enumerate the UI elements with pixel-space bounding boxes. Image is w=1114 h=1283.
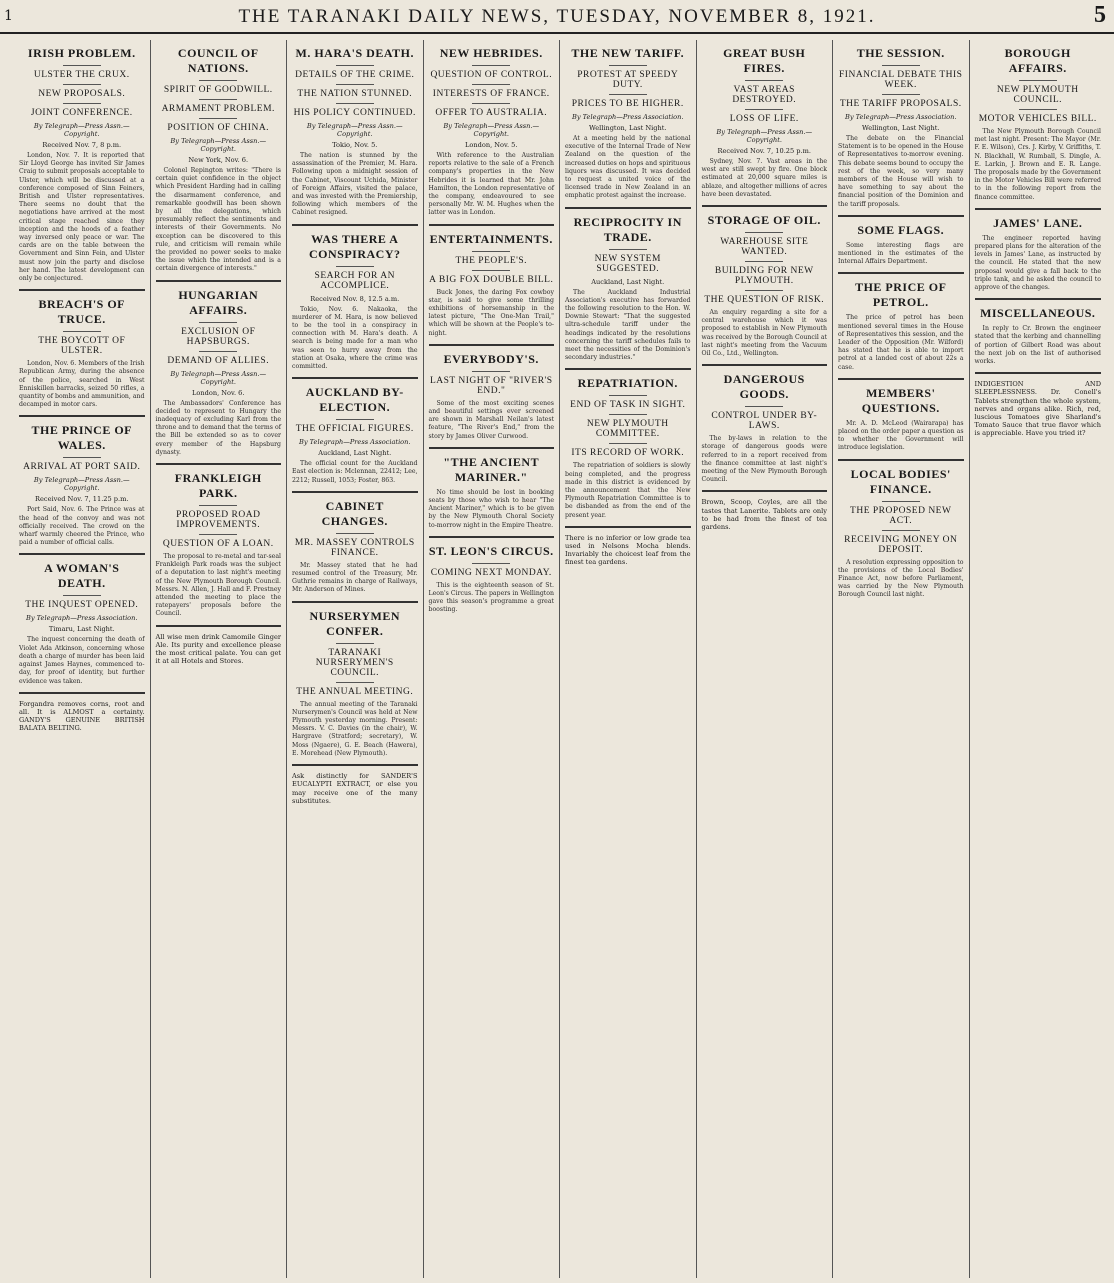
article-subheadline: THE BOYCOTT OF ULSTER. bbox=[38, 336, 126, 357]
article-dateline: Received Nov. 8, 12.5 a.m. bbox=[310, 294, 400, 303]
article-subheadline: CONTROL UNDER BY-LAWS. bbox=[711, 411, 818, 432]
article-subheadline: LOSS OF LIFE. bbox=[729, 114, 799, 124]
article-headline: THE PRINCE OF WALES. bbox=[31, 423, 132, 453]
headline-rule bbox=[882, 94, 920, 95]
article-headline: THE PRICE OF PETROL. bbox=[855, 280, 947, 310]
headline-rule bbox=[745, 290, 783, 291]
article-subheadline: MOTOR VEHICLES BILL. bbox=[978, 114, 1097, 124]
article-dateline: Wellington, Last Night. bbox=[861, 124, 940, 132]
headline-rule bbox=[63, 457, 101, 458]
article-divider bbox=[429, 447, 555, 449]
article-body: The engineer reported having prepared plans for the alteration of the levels in James' Lane, as instructed by the council. He stated that the new proposal would give a fall back to the triple tank, and he asked the council to approve of the changes. bbox=[974, 234, 1101, 292]
article-body: The Auckland Industrial Association's executive has forwarded the following resolution to the Hon. W. Downie Stewart: "That the suggested ultra-schedule tariff under the headings indicated by the resolutions concerning the tariff schedules fails to meet the necessities of the Dominion's secondary industries." bbox=[565, 288, 691, 362]
article-subheadline: OFFER TO AUSTRALIA. bbox=[435, 108, 548, 118]
article-subheadline: THE OFFICIAL FIGURES. bbox=[295, 424, 414, 435]
column-6 bbox=[697, 40, 834, 1278]
headline-rule bbox=[472, 65, 510, 66]
headline-rule bbox=[336, 266, 374, 267]
article-subheadline: NEW SYSTEM SUGGESTED. bbox=[594, 253, 661, 274]
article-subheadline: LAST NIGHT OF "RIVER'S END." bbox=[429, 375, 553, 396]
headline-rule bbox=[472, 251, 510, 252]
article-headline: "THE ANCIENT MARINER." bbox=[443, 454, 540, 484]
article-divider bbox=[838, 272, 964, 274]
article-divider bbox=[429, 344, 555, 346]
column-3 bbox=[287, 40, 424, 1278]
article-subheadline: DETAILS OF THE CRIME. bbox=[295, 70, 415, 80]
article-body: In reply to Cr. Brown the engineer stated that the kerbing and channelling of portion of Gilbert Road was about the next job on the list of authorised works. bbox=[974, 325, 1101, 366]
article-subheadline: EXCLUSION OF HAPSBURGS. bbox=[181, 326, 256, 347]
article-byline: By Telegraph—Press Assn.—Copyright. bbox=[443, 122, 540, 138]
article-headline: MEMBERS' QUESTIONS. bbox=[861, 385, 940, 415]
article-subheadline: POSITION OF CHINA. bbox=[167, 123, 270, 133]
headline-rule bbox=[609, 65, 647, 66]
headline-rule bbox=[1019, 109, 1057, 110]
article-body: The annual meeting of the Taranaki Nurserymen's Council was held at New Plymouth yesterday morning. Present: Messrs. V. C. Davies (in the chair), W. Hargrave (Stratford; secretary), W. Moss (Ngaere), G. E. Beach (Hawera), E. Morehead (New Plymouth). bbox=[292, 700, 418, 757]
article-subheadline: TARANAKI NURSERYMEN'S COUNCIL. bbox=[315, 647, 394, 678]
article-dateline: Auckland, Last Night. bbox=[318, 449, 392, 458]
article-subheadline: MR. MASSEY CONTROLS FINANCE. bbox=[294, 537, 415, 558]
advertisement-text: All wise men drink Camomile Ginger Ale. Its purity and excellence please the most critical palate. You can get it at all Hotels and Stores. bbox=[155, 632, 281, 666]
headline-rule bbox=[199, 351, 237, 352]
article-body: London, Nov. 6. Members of the Irish Republican Army, during the absence of the police, searched in West Enniskillen barracks, seized 50 rifles, a quantity of bombs and ammunition, and decamped in motor cars. bbox=[19, 360, 145, 409]
article-headline: SOME FLAGS. bbox=[857, 222, 945, 237]
article-headline: M. HARA'S DEATH. bbox=[295, 46, 414, 60]
article-dateline: Tokio, Nov. 5. bbox=[332, 141, 378, 149]
article-subheadline: THE TARIFF PROPOSALS. bbox=[839, 99, 962, 109]
headline-rule bbox=[1019, 80, 1057, 81]
article-body: Colonel Repington writes: "There is certain quiet confidence in the object which President Harding had in calling the disarmament conference, and remarkable goodwill has been shown by all the delegations, which presumably reflect the sentiments and interests of their Governments. No exception can be discovered to this rule, and criticism will remain while the provided no power seeks to make the issue which the intended and is a certain divergence of interests." bbox=[155, 167, 281, 273]
article-body: The inquest concerning the death of Violet Ada Atkinson, concerning whose death a charge of murder has been laid against James Haynes, commenced to-day, for proof of identity, but further evidence was taken. bbox=[19, 636, 145, 685]
article-divider bbox=[292, 224, 418, 226]
article-body: Some of the most exciting scenes and beautiful settings ever screened are shown in Marshall Neilan's latest feature, "The River's End," from the story by James Oliver Curwood. bbox=[428, 399, 554, 440]
article-body: Some interesting flags are mentioned in the estimates of the Internal Affairs Department. bbox=[838, 241, 964, 266]
column-1 bbox=[14, 40, 151, 1278]
article-subheadline: HIS POLICY CONTINUED. bbox=[293, 108, 416, 118]
article-subheadline: JOINT CONFERENCE. bbox=[30, 108, 133, 118]
article-subheadline: THE ANNUAL MEETING. bbox=[296, 686, 414, 697]
masthead-left-mark: 1 bbox=[4, 8, 13, 24]
article-body: At a meeting held by the national executive of the Internal Trade of New Zealand on the question of the increased duties on hops and spirituous liquors was discussed. It was decided to request a united voice of the licensed trade in New Zealand in an emphatic protest against the increase. bbox=[565, 135, 691, 200]
article-headline: WAS THERE A CONSPIRACY? bbox=[308, 231, 401, 261]
article-body: An enquiry regarding a site for a central warehouse which it was proposed to establish in New Plymouth was received by the Borough Council at last night's meeting from the Vacuum Oil Co., Ltd., Wellington. bbox=[701, 309, 827, 358]
article-body: The repatriation of soldiers is slowly being completed, and the progress made in this district is evidenced by the announcement that the New Plymouth Repatriation Committee is to be disbanded as from the end of the present year. bbox=[565, 462, 691, 519]
headline-rule bbox=[336, 643, 374, 644]
article-subheadline: ULSTER THE CRUX. bbox=[33, 70, 130, 80]
article-body: No time should be lost in booking seats by those who wish to hear "The Ancient Mariner," which is to be given by the New Plymouth Choral Society to-morrow night in the Empire Theatre. bbox=[428, 488, 554, 529]
article-divider bbox=[702, 205, 828, 207]
headline-rule bbox=[199, 534, 237, 535]
headline-rule bbox=[63, 103, 101, 104]
article-headline: ENTERTAINMENTS. bbox=[429, 231, 553, 246]
article-divider bbox=[565, 368, 691, 370]
article-dateline: London, Nov. 5. bbox=[465, 141, 518, 149]
article-headline: REPATRIATION. bbox=[577, 376, 678, 391]
article-dateline: New York, Nov. 6. bbox=[188, 156, 249, 164]
article-subheadline: BUILDING FOR NEW PLYMOUTH. bbox=[714, 266, 814, 287]
headline-rule bbox=[745, 406, 783, 407]
article-divider bbox=[19, 692, 145, 694]
article-body: The price of petrol has been mentioned several times in the House of Representatives this session, and the Leader of the Opposition (Mr. Wilford) has stated that he is able to import petrol at a landed cost of about 22s a case. bbox=[838, 314, 964, 371]
advertisement-text: Ask distinctly for SANDER'S EUCALYPTI EXTRACT, or else you may receive one of the many substitutes. bbox=[292, 772, 418, 805]
headline-rule bbox=[336, 533, 374, 534]
article-body: The proposal to re-metal and tar-seal Frankleigh Park roads was the subject of a deputation to last night's meeting of the New Plymouth Borough Council. Messrs. N. Allen, J. Hall and F. Prestney attended the meeting to place the ratepayers' proposals before the Council. bbox=[155, 553, 281, 618]
article-subheadline: DEMAND OF ALLIES. bbox=[167, 355, 270, 366]
headline-rule bbox=[745, 80, 783, 81]
article-headline: STORAGE OF OIL. bbox=[707, 213, 821, 228]
article-dateline: Received Nov. 7, 11.25 p.m. bbox=[35, 495, 129, 504]
article-divider bbox=[19, 553, 145, 555]
article-body: Sydney, Nov. 7. Vast areas in the west are still swept by fire. One block estimated at 20,000 square miles is ablaze, and altogether millions of acres have been devastated. bbox=[701, 158, 827, 198]
article-headline: ST. LEON'S CIRCUS. bbox=[428, 543, 554, 558]
article-body: Mr. Massey stated that he had resumed control of the Treasury, Mr. Guthrie remains in charge of Railways, Mr. Anderson of Mines. bbox=[292, 561, 418, 594]
headline-rule bbox=[472, 84, 510, 85]
masthead bbox=[0, 0, 1114, 34]
article-subheadline: FINANCIAL DEBATE THIS WEEK. bbox=[839, 70, 963, 90]
article-headline: THE SESSION. bbox=[856, 46, 945, 60]
article-subheadline: A BIG FOX DOUBLE BILL. bbox=[429, 274, 554, 285]
article-headline: THE NEW TARIFF. bbox=[571, 46, 685, 60]
article-body: The nation is stunned by the assassination of the Premier, M. Hara. Following upon a midnight session of the Cabinet, Viscount Uchida, Minister of Foreign Affairs, visited the palace, and was invested with the Premiership, following which members of the Cabinet resigned. bbox=[292, 152, 418, 217]
article-headline: NEW HEBRIDES. bbox=[439, 46, 543, 60]
headline-rule bbox=[609, 249, 647, 250]
article-byline: By Telegraph—Press Association. bbox=[845, 113, 957, 121]
article-subheadline: RECEIVING MONEY ON DEPOSIT. bbox=[844, 534, 958, 555]
article-subheadline: PROTEST AT SPEEDY DUTY. bbox=[577, 70, 679, 90]
article-subheadline: NEW PLYMOUTH COMMITTEE. bbox=[586, 419, 669, 440]
article-headline: CABINET CHANGES. bbox=[321, 498, 388, 528]
headline-rule bbox=[745, 261, 783, 262]
article-body: London, Nov. 7. It is reported that Sir Lloyd George has invited Sir James Craig to submit proposals acceptable to Ulster, which will be discussed at a conference composed of Sinn Feiners, British and Ulster representatives. There seems no doubt that the negotiations have arrived at the most critical stage reached since they inception and the hoods of a feather way inversed only peace or war. The cards are on the table between the Government and Sinn Fein, and Ulster must now join the party and disclose her hand. The latest development can only be conjectured. bbox=[19, 152, 145, 283]
column-8 bbox=[970, 40, 1107, 1278]
headline-rule bbox=[336, 419, 374, 420]
article-subheadline: COMING NEXT MONDAY. bbox=[430, 567, 552, 578]
column-2 bbox=[151, 40, 288, 1278]
article-subheadline: VAST AREAS DESTROYED. bbox=[732, 85, 797, 105]
article-divider bbox=[292, 764, 418, 766]
headline-rule bbox=[199, 322, 237, 323]
article-headline: HUNGARIAN AFFAIRS. bbox=[178, 287, 259, 317]
headline-rule bbox=[336, 65, 374, 66]
headline-rule bbox=[745, 109, 783, 110]
article-subheadline: THE INQUEST OPENED. bbox=[25, 600, 139, 611]
article-subheadline: THE PROPOSED NEW ACT. bbox=[850, 505, 952, 526]
article-headline: EVERYBODY'S. bbox=[443, 351, 539, 366]
article-divider bbox=[838, 215, 964, 217]
column-4 bbox=[424, 40, 561, 1278]
article-divider bbox=[156, 463, 282, 465]
article-subheadline: THE NATION STUNNED. bbox=[297, 89, 413, 99]
article-subheadline: SEARCH FOR AN ACCOMPLICE. bbox=[314, 270, 395, 291]
article-dateline: Wellington, Last Night. bbox=[588, 124, 667, 132]
article-subheadline: END OF TASK IN SIGHT. bbox=[570, 400, 686, 411]
article-headline: DANGEROUS GOODS. bbox=[723, 372, 805, 402]
headline-rule bbox=[199, 80, 237, 81]
article-headline: BOROUGH AFFAIRS. bbox=[1004, 46, 1071, 75]
article-byline: By Telegraph—Press Assn.—Copyright. bbox=[33, 476, 130, 493]
article-headline: NURSERYMEN CONFER. bbox=[309, 608, 401, 638]
article-dateline: Received Nov. 7, 10.25 p.m. bbox=[717, 147, 811, 155]
article-body: Tokio, Nov. 6. Nakaoka, the murderer of M. Hara, is now believed to be the tool in a conspiracy in connection with M. Hara's death. A search is being made for a man who was seen to hurry away from the station at Osaka, where the crime was committed. bbox=[292, 305, 418, 371]
article-divider bbox=[156, 280, 282, 282]
article-byline: By Telegraph—Press Association. bbox=[572, 113, 684, 121]
article-divider bbox=[838, 459, 964, 461]
article-byline: By Telegraph—Press Association. bbox=[299, 438, 411, 447]
article-divider bbox=[429, 224, 555, 226]
article-divider bbox=[429, 536, 555, 538]
article-divider bbox=[19, 289, 145, 291]
article-subheadline: ITS RECORD OF WORK. bbox=[571, 448, 685, 459]
article-divider bbox=[156, 625, 282, 627]
article-body: With reference to the Australian reports relative to the sale of a French company's properties in the New Hebrides it is learned that Mr. John Hamilton, the London representative of the company, endeavoured to see personally Mr. W. M. Hughes when the latter was in London. bbox=[428, 152, 554, 217]
article-byline: By Telegraph—Press Assn.—Copyright. bbox=[33, 122, 130, 138]
article-dateline: Received Nov. 7, 8 p.m. bbox=[42, 141, 122, 149]
article-headline: AUCKLAND BY-ELECTION. bbox=[305, 385, 404, 415]
headline-rule bbox=[472, 563, 510, 564]
article-headline: BREACH'S OF TRUCE. bbox=[38, 297, 125, 327]
article-dateline: Timaru, Last Night. bbox=[48, 625, 115, 634]
article-subheadline: PRICES TO BE HIGHER. bbox=[571, 99, 684, 109]
article-subheadline: QUESTION OF A LOAN. bbox=[162, 539, 274, 550]
headline-rule bbox=[882, 501, 920, 502]
article-body: Port Said, Nov. 6. The Prince was at the head of the convoy and was not officially received. The crowd on the wharf warmly cheered the Prince, who paid a number of official calls. bbox=[19, 506, 145, 547]
headline-rule bbox=[63, 65, 101, 66]
article-body: Mr. A. D. McLeod (Wairarapa) has placed on the order paper a question as to whether the Government will introduce legislation. bbox=[838, 419, 964, 452]
article-subheadline: PROPOSED ROAD IMPROVEMENTS. bbox=[176, 510, 261, 531]
article-divider bbox=[975, 372, 1102, 374]
article-divider bbox=[565, 207, 691, 209]
article-subheadline: NEW PLYMOUTH COUNCIL. bbox=[996, 85, 1079, 105]
column-7 bbox=[833, 40, 970, 1278]
article-divider bbox=[292, 601, 418, 603]
article-subheadline: ARRIVAL AT PORT SAID. bbox=[23, 462, 141, 473]
headline-rule bbox=[63, 595, 101, 596]
advertisement-text: INDIGESTION AND SLEEPLESSNESS. Dr. Conell's Tablets strengthen the whole system, nerves and organs alike. Rich, red, luscious Tomatoes give Sharland's Tomato Sauce that true flavor which is appreciable. Have you tried it? bbox=[974, 380, 1101, 438]
advertisement-text: There is no inferior or low grade tea used in Nelsons Mocha blends. Invariably the choicest leaf from the finest tea gardens. bbox=[565, 533, 691, 567]
advertisement-text: Brown, Scoop, Coyles, are all the tastes that Lanerite. Tablets are only to be had from the finest of tea gardens. bbox=[701, 498, 827, 532]
article-body: The official count for the Auckland East election is: Mclennan, 22412; Lee, 2212; Russell, 1053; Foster, 863. bbox=[292, 460, 418, 484]
article-headline: RECIPROCITY IN TRADE. bbox=[573, 214, 682, 244]
headline-rule bbox=[336, 84, 374, 85]
article-headline: LOCAL BODIES' FINANCE. bbox=[850, 466, 951, 496]
article-subheadline: INTERESTS OF FRANCE. bbox=[432, 89, 550, 99]
article-byline: By Telegraph—Press Assn.—Copyright. bbox=[170, 137, 267, 153]
headline-rule bbox=[609, 443, 647, 444]
article-headline: A WOMAN'S DEATH. bbox=[44, 561, 120, 591]
page-number: 5 bbox=[1094, 2, 1106, 28]
headline-rule bbox=[199, 99, 237, 100]
article-body: A resolution expressing opposition to the provisions of the Local Bodies' Finance Act, now before Parliament, was carried by the New Plymouth Borough Council last night. bbox=[838, 558, 964, 599]
article-subheadline: THE PEOPLE'S. bbox=[455, 255, 528, 266]
article-subheadline: SPIRIT OF GOODWILL. bbox=[163, 85, 273, 95]
article-divider bbox=[838, 378, 964, 380]
article-divider bbox=[975, 298, 1102, 300]
article-dateline: London, Nov. 6. bbox=[192, 388, 245, 397]
article-body: The Ambassadors' Conference has decided to represent to Hungary the inadequacy of excluding Karl from the throne and to demand that the terms of the Bill be extended so as to cover every member of the Hapsburg dynasty. bbox=[155, 399, 281, 456]
headline-rule bbox=[882, 530, 920, 531]
article-body: This is the eighteenth season of St. Leon's Circus. The papers in Wellington gave this season's programme a great boosting. bbox=[428, 581, 554, 614]
article-headline: FRANKLEIGH PARK. bbox=[174, 471, 262, 501]
article-divider bbox=[292, 491, 418, 493]
article-headline: GREAT BUSH FIRES. bbox=[723, 46, 806, 75]
article-divider bbox=[702, 364, 828, 366]
article-headline: IRISH PROBLEM. bbox=[27, 46, 136, 60]
advertisement-text: Forgandra removes corns, root and all. It is ALMOST a certainty. GANDY'S GENUINE BRITISH BALATA BELTING. bbox=[19, 699, 145, 733]
headline-rule bbox=[336, 682, 374, 683]
article-headline: JAMES' LANE. bbox=[993, 215, 1083, 230]
article-byline: By Telegraph—Press Assn.—Copyright. bbox=[306, 122, 403, 138]
article-body: Buck Jones, the daring Fox cowboy star, is said to give some thrilling exhibitions of horsemanship in the latest picture, "The One-Man Trail," which will be shown at the People's to-night. bbox=[428, 288, 554, 337]
headline-rule bbox=[336, 103, 374, 104]
article-divider bbox=[292, 377, 418, 379]
article-subheadline: NEW PROPOSALS. bbox=[38, 89, 126, 99]
headline-rule bbox=[609, 94, 647, 95]
article-subheadline: THE QUESTION OF RISK. bbox=[704, 295, 825, 306]
headline-rule bbox=[472, 371, 510, 372]
article-byline: By Telegraph—Press Assn.—Copyright. bbox=[716, 128, 813, 144]
article-subheadline: ARMAMENT PROBLEM. bbox=[161, 104, 275, 114]
article-subheadline: WAREHOUSE SITE WANTED. bbox=[720, 237, 809, 258]
article-dateline: Auckland, Last Night. bbox=[591, 277, 665, 286]
article-body: The New Plymouth Borough Council met last night. Present: The Mayor (Mr. F. E. Wilson), Crs. J. Kirby, V. Griffiths, T. N. Blackhall, W. Rumball, S. Dingle, A. E. Larkin, J. Brown and E. R. Lange. The proposals made by the Government in the Motor Vehicles Bill were referred to in the following report from the finance committee. bbox=[974, 128, 1101, 201]
newspaper-title: THE TARANAKI DAILY NEWS, TUESDAY, NOVEMBER 8, 1921. bbox=[238, 6, 876, 27]
headline-rule bbox=[63, 84, 101, 85]
headline-rule bbox=[199, 505, 237, 506]
article-divider bbox=[19, 415, 145, 417]
headline-rule bbox=[609, 414, 647, 415]
column-5 bbox=[560, 40, 697, 1278]
headline-rule bbox=[609, 395, 647, 396]
headline-rule bbox=[472, 103, 510, 104]
article-headline: MISCELLANEOUS. bbox=[980, 306, 1096, 321]
article-byline: By Telegraph—Press Assn.—Copyright. bbox=[170, 369, 267, 386]
headline-rule bbox=[882, 65, 920, 66]
article-subheadline: QUESTION OF CONTROL. bbox=[430, 70, 553, 80]
article-byline: By Telegraph—Press Association. bbox=[26, 614, 138, 623]
headline-rule bbox=[63, 331, 101, 332]
newspaper-columns bbox=[14, 40, 1106, 1278]
headline-rule bbox=[745, 232, 783, 233]
headline-rule bbox=[199, 118, 237, 119]
article-divider bbox=[565, 526, 691, 528]
article-divider bbox=[975, 208, 1102, 210]
headline-rule bbox=[472, 270, 510, 271]
article-body: The by-laws in relation to the storage of dangerous goods were referred to in a report received from the finance committee at last night's meeting of the New Plymouth Borough Council. bbox=[701, 435, 827, 484]
article-body: The debate on the Financial Statement is to be opened in the House of Representatives to-morrow evening. This debate seems bound to occupy the rest of the week, so very many members of the House will wish to have something to say about the financial position of the Dominion and the tariff proposals. bbox=[838, 135, 964, 208]
article-headline: COUNCIL OF NATIONS. bbox=[177, 46, 259, 75]
article-divider bbox=[702, 490, 828, 492]
